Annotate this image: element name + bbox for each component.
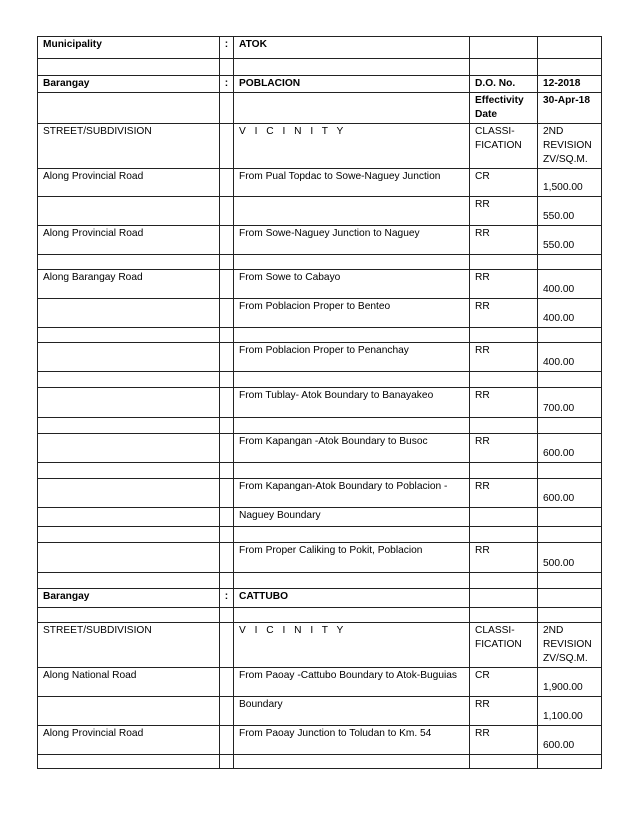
column-header-row	[38, 623, 602, 668]
zonal-value-table	[37, 36, 602, 769]
value-cell: 600.00	[538, 434, 602, 463]
vicinity-cell: From Paoay -Cattubo Boundary to Atok-Buguias	[234, 668, 470, 697]
street-cell: Along Barangay Road	[38, 270, 220, 299]
spacer-row	[38, 755, 602, 769]
vicinity-cell: From Kapangan-Atok Boundary to Poblacion -	[234, 479, 470, 508]
table-row	[38, 543, 602, 573]
street-cell	[38, 388, 220, 418]
barangay-row	[38, 589, 602, 608]
table-row	[38, 434, 602, 463]
vicinity-cell: From Paoay Junction to Toludan to Km. 54	[234, 726, 470, 755]
vicinity-cell: From Poblacion Proper to Benteo	[234, 299, 470, 328]
spacer-row	[38, 418, 602, 434]
street-cell	[38, 343, 220, 372]
street-cell	[38, 697, 220, 726]
col-street-header: STREET/SUBDIVISION	[38, 124, 220, 169]
effectivity-value: 30-Apr-18	[538, 93, 602, 124]
spacer-row	[38, 59, 602, 76]
class-cell: RR	[470, 543, 538, 573]
vicinity-cell: From Sowe to Cabayo	[234, 270, 470, 299]
class-cell: CR	[470, 169, 538, 197]
spacer-row	[38, 573, 602, 589]
street-cell	[38, 299, 220, 328]
street-cell: Along Provincial Road	[38, 726, 220, 755]
municipality-value: ATOK	[234, 37, 470, 59]
spacer-row	[38, 255, 602, 270]
table-row	[38, 479, 602, 508]
value-cell: 1,900.00	[538, 668, 602, 697]
value-cell: 400.00	[538, 270, 602, 299]
colon: :	[220, 37, 234, 59]
value-cell: 400.00	[538, 343, 602, 372]
street-cell: Along National Road	[38, 668, 220, 697]
table-row	[38, 726, 602, 755]
class-cell: RR	[470, 479, 538, 508]
street-cell	[38, 543, 220, 573]
vicinity-cell	[234, 197, 470, 226]
value-cell: 700.00	[538, 388, 602, 418]
spacer-row	[38, 372, 602, 388]
do-value: 12-2018	[538, 76, 602, 93]
col-vicinity-header: V I C I N I T Y	[234, 623, 470, 668]
table-row	[38, 169, 602, 197]
vicinity-cell: From Sowe-Naguey Junction to Naguey	[234, 226, 470, 255]
colon: :	[220, 589, 234, 608]
col-revision-header: 2ND REVISION ZV/SQ.M.	[538, 623, 602, 668]
effectivity-row	[38, 93, 602, 124]
table-row	[38, 343, 602, 372]
street-cell	[38, 434, 220, 463]
col-class-header: CLASSI-FICATION	[470, 623, 538, 668]
spacer-row	[38, 608, 602, 623]
value-cell	[538, 508, 602, 527]
value-cell: 400.00	[538, 299, 602, 328]
barangay-label: Barangay	[38, 589, 220, 608]
vicinity-cell: From Pual Topdac to Sowe-Naguey Junction	[234, 169, 470, 197]
class-cell: RR	[470, 697, 538, 726]
vicinity-cell: From Tublay- Atok Boundary to Banayakeo	[234, 388, 470, 418]
do-label: D.O. No.	[470, 76, 538, 93]
effectivity-label: Effectivity Date	[470, 93, 538, 124]
table-row	[38, 197, 602, 226]
value-cell: 1,500.00	[538, 169, 602, 197]
class-cell: RR	[470, 343, 538, 372]
class-cell: RR	[470, 388, 538, 418]
class-cell: RR	[470, 270, 538, 299]
spacer-row	[38, 527, 602, 543]
municipality-label: Municipality	[38, 37, 220, 59]
vicinity-cell: From Kapangan -Atok Boundary to Busoc	[234, 434, 470, 463]
vicinity-cell: From Proper Caliking to Pokit, Poblacion	[234, 543, 470, 573]
table-row	[38, 508, 602, 527]
table-row	[38, 270, 602, 299]
vicinity-cell: Boundary	[234, 697, 470, 726]
street-cell	[38, 508, 220, 527]
barangay-label: Barangay	[38, 76, 220, 93]
table-row	[38, 299, 602, 328]
value-cell: 1,100.00	[538, 697, 602, 726]
street-cell	[38, 197, 220, 226]
spacer-row	[38, 463, 602, 479]
col-class-header: CLASSI-FICATION	[470, 124, 538, 169]
municipality-row	[38, 37, 602, 59]
col-street-header: STREET/SUBDIVISION	[38, 623, 220, 668]
class-cell: CR	[470, 668, 538, 697]
barangay-value: CATTUBO	[234, 589, 470, 608]
spacer-row	[38, 328, 602, 343]
street-cell: Along Provincial Road	[38, 169, 220, 197]
col-vicinity-header: V I C I N I T Y	[234, 124, 470, 169]
value-cell: 550.00	[538, 226, 602, 255]
value-cell: 550.00	[538, 197, 602, 226]
col-revision-header: 2ND REVISION ZV/SQ.M.	[538, 124, 602, 169]
class-cell: RR	[470, 197, 538, 226]
table-row	[38, 668, 602, 697]
street-cell: Along Provincial Road	[38, 226, 220, 255]
value-cell: 500.00	[538, 543, 602, 573]
street-cell	[38, 479, 220, 508]
value-cell: 600.00	[538, 726, 602, 755]
value-cell: 600.00	[538, 479, 602, 508]
vicinity-cell: Naguey Boundary	[234, 508, 470, 527]
column-header-row	[38, 124, 602, 169]
class-cell	[470, 508, 538, 527]
colon: :	[220, 76, 234, 93]
class-cell: RR	[470, 299, 538, 328]
class-cell: RR	[470, 434, 538, 463]
table-row	[38, 388, 602, 418]
barangay-value: POBLACION	[234, 76, 470, 93]
vicinity-cell: From Poblacion Proper to Penanchay	[234, 343, 470, 372]
table-row	[38, 697, 602, 726]
class-cell: RR	[470, 226, 538, 255]
class-cell: RR	[470, 726, 538, 755]
table-row	[38, 226, 602, 255]
barangay-row	[38, 76, 602, 93]
